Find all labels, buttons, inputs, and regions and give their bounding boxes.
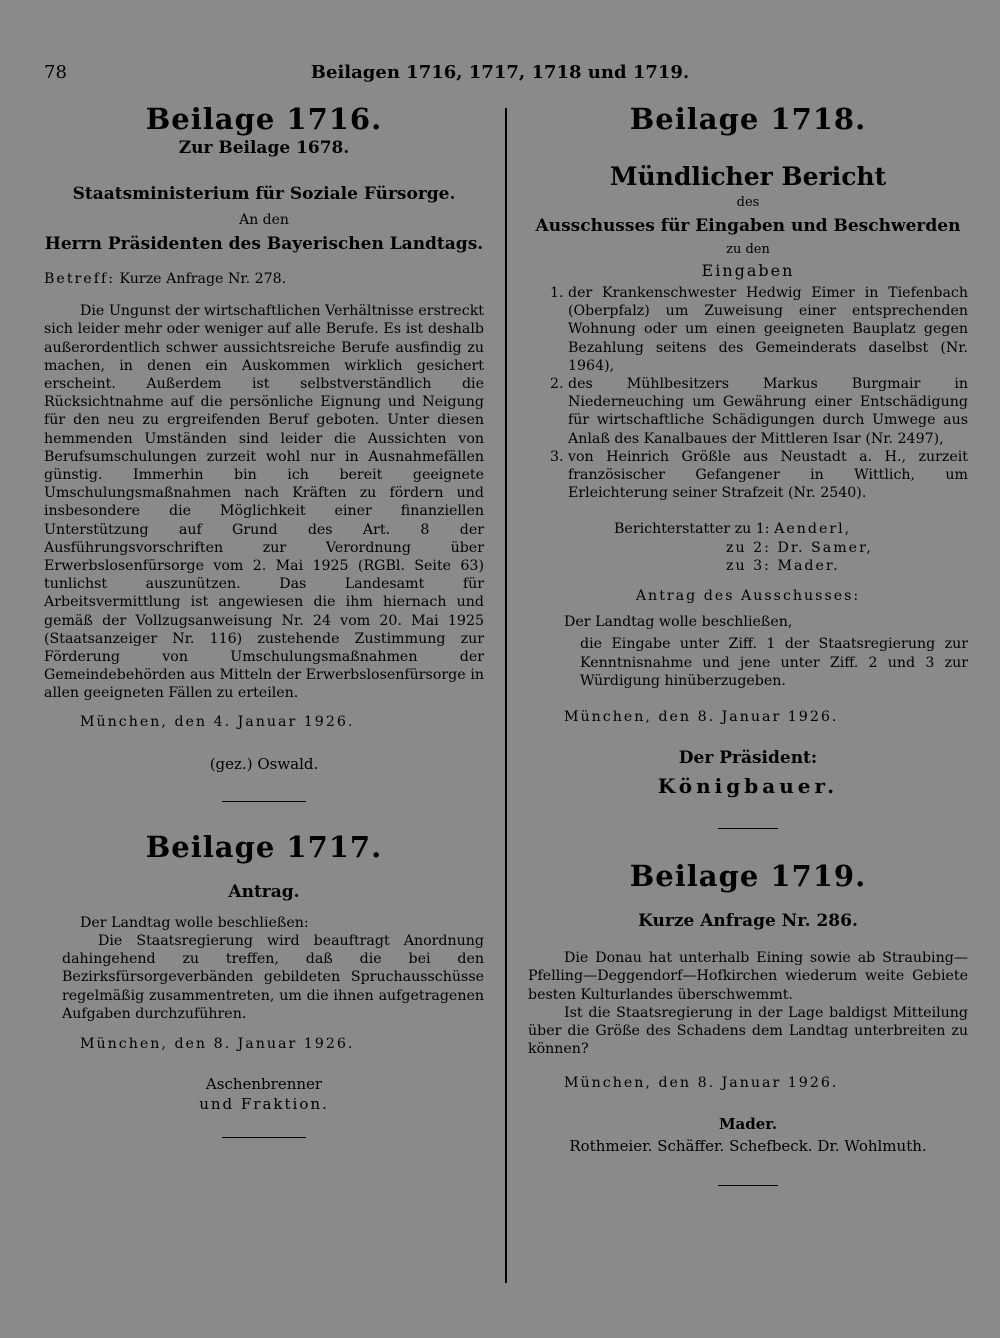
petition-item: 1. der Krankenschwester Hedwig Eimer in Tiefenbach (Oberpfalz) um Zuweisung einer entsprechenden Wohnung oder um einen geeigneten Bauplatz gegen Bezahlung seitens des Gemeinderats daselbst (Nr. 1964), (568, 284, 968, 375)
left-column (44, 100, 484, 1138)
beilage-1718-date: München, den 8. Januar 1926. (564, 709, 839, 726)
petition-item: 2. des Mühlbesitzers Markus Burgmair in Niederneuching um Gewährung einer Entschädigung für wirtschaftliche Schädigungen durch Umwege aus Anlaß des Kanalbaues der Mittleren Isar (Nr. 2497), (568, 375, 968, 448)
petition-list (528, 284, 968, 502)
committee-motion-intro: Der Landtag wolle beschließen, (564, 614, 793, 631)
petitions-heading: Eingaben (701, 261, 795, 280)
reporters (528, 520, 968, 575)
report-zu-den: zu den (726, 242, 770, 257)
beilage-1716-title: Beilage 1716. (145, 102, 383, 136)
subject-text: Kurze Anfrage Nr. 278. (119, 271, 287, 287)
reporter-2: zu 2: Dr. Samer, (726, 539, 873, 556)
beilage-1717-body: Die Staatsregierung wird beauftragt Anordnung dahingehend zu treffen, daß die bei den Bezirksfürsorgeverbänden gebildeten Spruchausschüsse regelmäßig zusammentreten, um die ihnen aufgetragenen Aufgaben durchzuführen. (62, 933, 484, 1022)
reporter-label: Berichterstatter zu 1: (614, 521, 770, 538)
beilage-1717-signature: Aschenbrenner (205, 1075, 323, 1094)
column-divider (505, 108, 507, 1283)
separator-rule (222, 1137, 306, 1138)
president-name: Königbauer. (657, 774, 839, 799)
ministry: Staatsministerium für Soziale Fürsorge. (72, 184, 456, 204)
beilage-1717-intro: Der Landtag wolle beschließen: (80, 914, 309, 931)
beilage-1717-subtitle: Antrag. (228, 881, 300, 902)
beilage-1717-date: München, den 8. Januar 1926. (80, 1036, 355, 1053)
report-des: des (736, 195, 760, 210)
beilage-1719-signature: Mader. (718, 1114, 778, 1133)
subject-line (44, 270, 484, 288)
beilage-1719-date: München, den 8. Januar 1926. (564, 1075, 839, 1092)
beilage-1716-signature: (gez.) Oswald. (209, 754, 319, 773)
beilage-1718-title: Beilage 1718. (629, 102, 867, 136)
running-title: Beilagen 1716, 1717, 1718 und 1719. (310, 62, 690, 83)
beilage-1719-para-2: Ist die Staatsregierung in der Lage baldigst Mitteilung über die Größe des Schadens dem Landtag unterbreiten zu können? (528, 1004, 968, 1058)
beilage-1716-reference: Zur Beilage 1678. (178, 138, 350, 158)
reporter-3: zu 3: Mader. (726, 557, 840, 574)
reporter-1: Aenderl, (774, 521, 852, 538)
addressee-intro: An den (239, 212, 289, 228)
beilage-1719-title: Beilage 1719. (629, 859, 867, 894)
beilage-1719-signatories: Rothmeier. Schäffer. Schefbeck. Dr. Wohlmuth. (569, 1136, 927, 1155)
right-column (528, 100, 968, 1186)
beilage-1717-signature-2: und Fraktion. (199, 1095, 329, 1114)
beilage-1716-date: München, den 4. Januar 1926. (80, 713, 355, 730)
beilage-1716-body: Die Ungunst der wirtschaftlichen Verhältnisse erstreckt sich leider mehr oder weniger auf alle Berufe. Es ist deshalb außerordentlich schwer aussichtsreiche Berufe ausfindig zu machen, in denen ein Auskommen wirklich gesichert erscheint. Außerdem ist selbstverständlich die Rücksichtnahme auf die persönliche Eignung und Neigung für den neu zu ergreifenden Beruf geboten. Unter diesen hemmenden Umständen sind leider die Aussichten von Berufsumschulungen zurzeit wohl nur in Ausnahmefällen günstig. Immerhin bin ich bereit geeignete Umschulungsmaßnahmen nach Kräften zu fördern und insbesondere die Möglichkeit einer finanziellen Unterstützung auf Grund des Art. 8 der Ausführungsvorschriften zur Verordnung über Erwerbslosenfürsorge vom 2. Mai 1925 (RGBl. Seite 63) tunlichst auszunützen. Das Landesamt für Arbeitsvermittlung ist angewiesen die ihm hiernach und gemäß der Vollzugsanweisung Nr. 24 vom 20. Mai 1925 (Staatsanzeiger Nr. 116) zustehende Zustimmung zur Förderung von Umschulungsmaßnahmen der Gemeindebehörden aus Mitteln der Erwerbslosenfürsorge in allen geeigneten Fällen zu erteilen. (44, 303, 484, 702)
committee-motion-body: die Eingabe unter Ziff. 1 der Staatsregierung zur Kenntnisnahme und jene unter Ziff. 2 und 3 zur Würdigung hinüberzugeben. (580, 636, 968, 689)
report-heading: Mündlicher Bericht (609, 162, 887, 191)
president-label: Der Präsident: (678, 748, 818, 769)
page-number: 78 (44, 62, 67, 83)
subject-label: Betreff: (44, 271, 115, 287)
beilage-1717-title: Beilage 1717. (145, 829, 383, 864)
addressee: Herrn Präsidenten des Bayerischen Landtags. (44, 234, 484, 254)
beilage-1719-subtitle: Kurze Anfrage Nr. 286. (638, 911, 858, 932)
separator-rule (222, 801, 306, 802)
committee-motion-heading: Antrag des Ausschusses: (635, 588, 861, 605)
separator-rule (718, 828, 778, 829)
separator-rule (718, 1185, 778, 1186)
committee-name: Ausschusses für Eingaben und Beschwerden (535, 216, 961, 236)
petition-item: 3. von Heinrich Größle aus Neustadt a. H., zurzeit französischer Gefangener in Wittlich, um Erleichterung seiner Strafzeit (Nr. 2540). (568, 448, 968, 503)
beilage-1719-para-1: Die Donau hat unterhalb Eining sowie ab Straubing—Pfelling—Deggendorf—Hofkirchen wiederum weite Gebiete besten Kulturlandes überschwemmt. (528, 950, 968, 1003)
